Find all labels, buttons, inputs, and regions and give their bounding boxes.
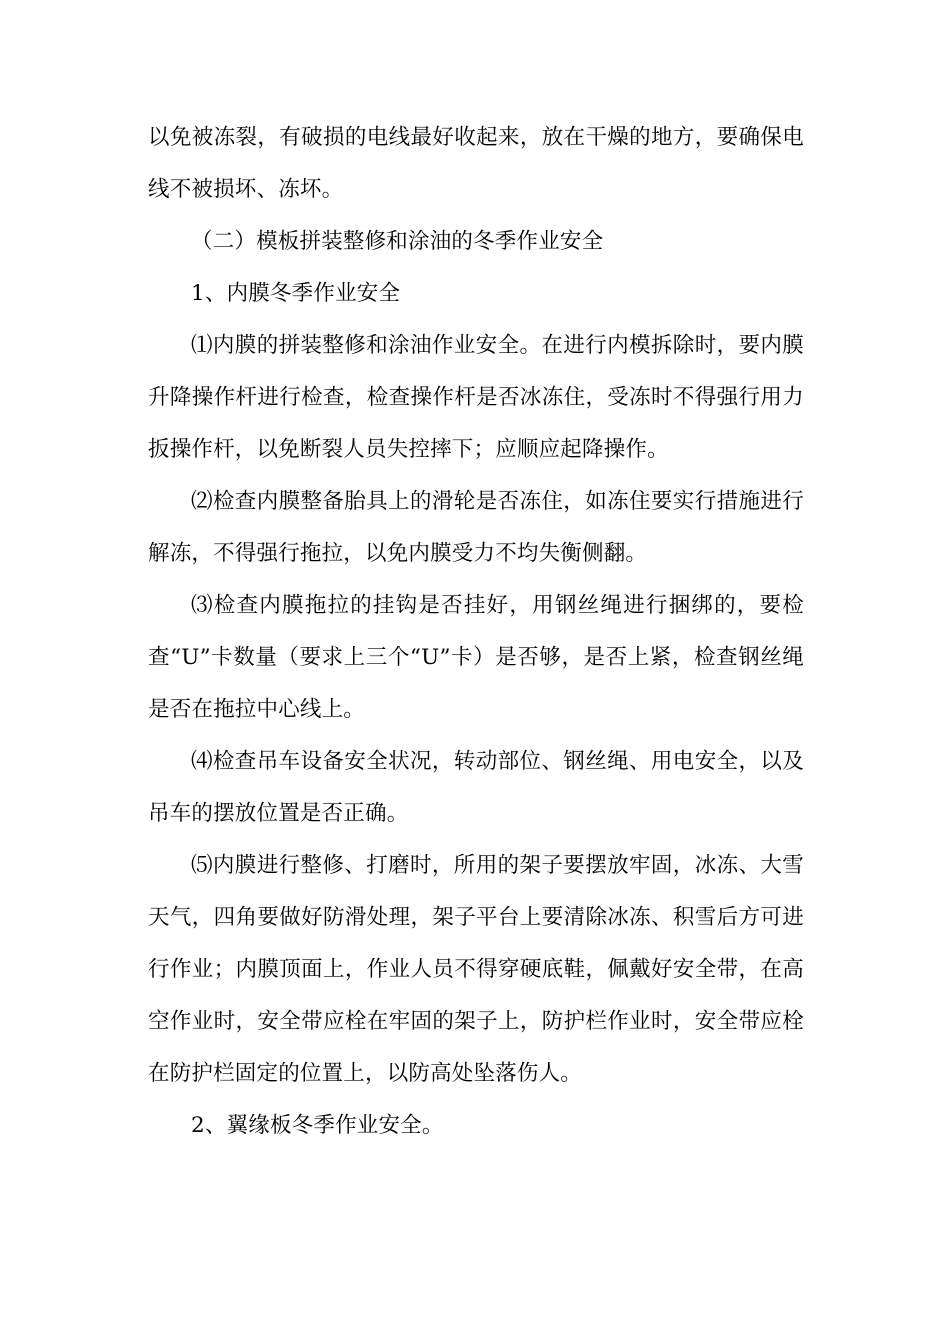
paragraph-item-5: ⑸内膜进行整修、打磨时，所用的架子要摆放牢固，冰冻、大雪天气，四角要做好防滑处理，架子平台上要清除冰冻、积雪后方可进行作业；内膜顶面上，作业人员不得穿硬底鞋，佩戴好安全带，在高空作业时，安全带应栓在牢固的架子上，防护栏作业时，安全带应栓在防护栏固定的位置上，以防高处坠落伤人。	[148, 853, 804, 1086]
subsection-heading-2: 2、翼缘板冬季作业安全。	[191, 1113, 444, 1138]
paragraph-item-2: ⑵检查内膜整备胎具上的滑轮是否冻住，如冻住要实行措施进行解冻，不得强行拖拉，以免内膜受力不均失衡侧翻。	[148, 489, 804, 566]
document-body	[148, 112, 804, 1152]
section-heading-2: （二）模板拼装整修和涂油的冬季作业安全	[191, 229, 604, 254]
paragraph-item-4: ⑷检查吊车设备安全状况，转动部位、钢丝绳、用电安全，以及吊车的摆放位置是否正确。	[148, 749, 804, 826]
subsection-heading-1: 1、内膜冬季作业安全	[191, 281, 401, 306]
paragraph-item-3: ⑶检查内膜拖拉的挂钩是否挂好，用钢丝绳进行捆绑的，要检查“U”卡数量（要求上三个“U”卡）是否够，是否上紧，检查钢丝绳是否在拖拉中心线上。	[148, 593, 804, 722]
paragraph-item-1: ⑴内膜的拼装整修和涂油作业安全。在进行内模拆除时，要内膜升降操作杆进行检查，检查操作杆是否冰冻住，受冻时不得强行用力扳操作杆，以免断裂人员失控摔下；应顺应起降操作。	[148, 333, 804, 462]
paragraph-continuation: 以免被冻裂，有破损的电线最好收起来，放在干燥的地方，要确保电线不被损坏、冻坏。	[148, 125, 804, 202]
